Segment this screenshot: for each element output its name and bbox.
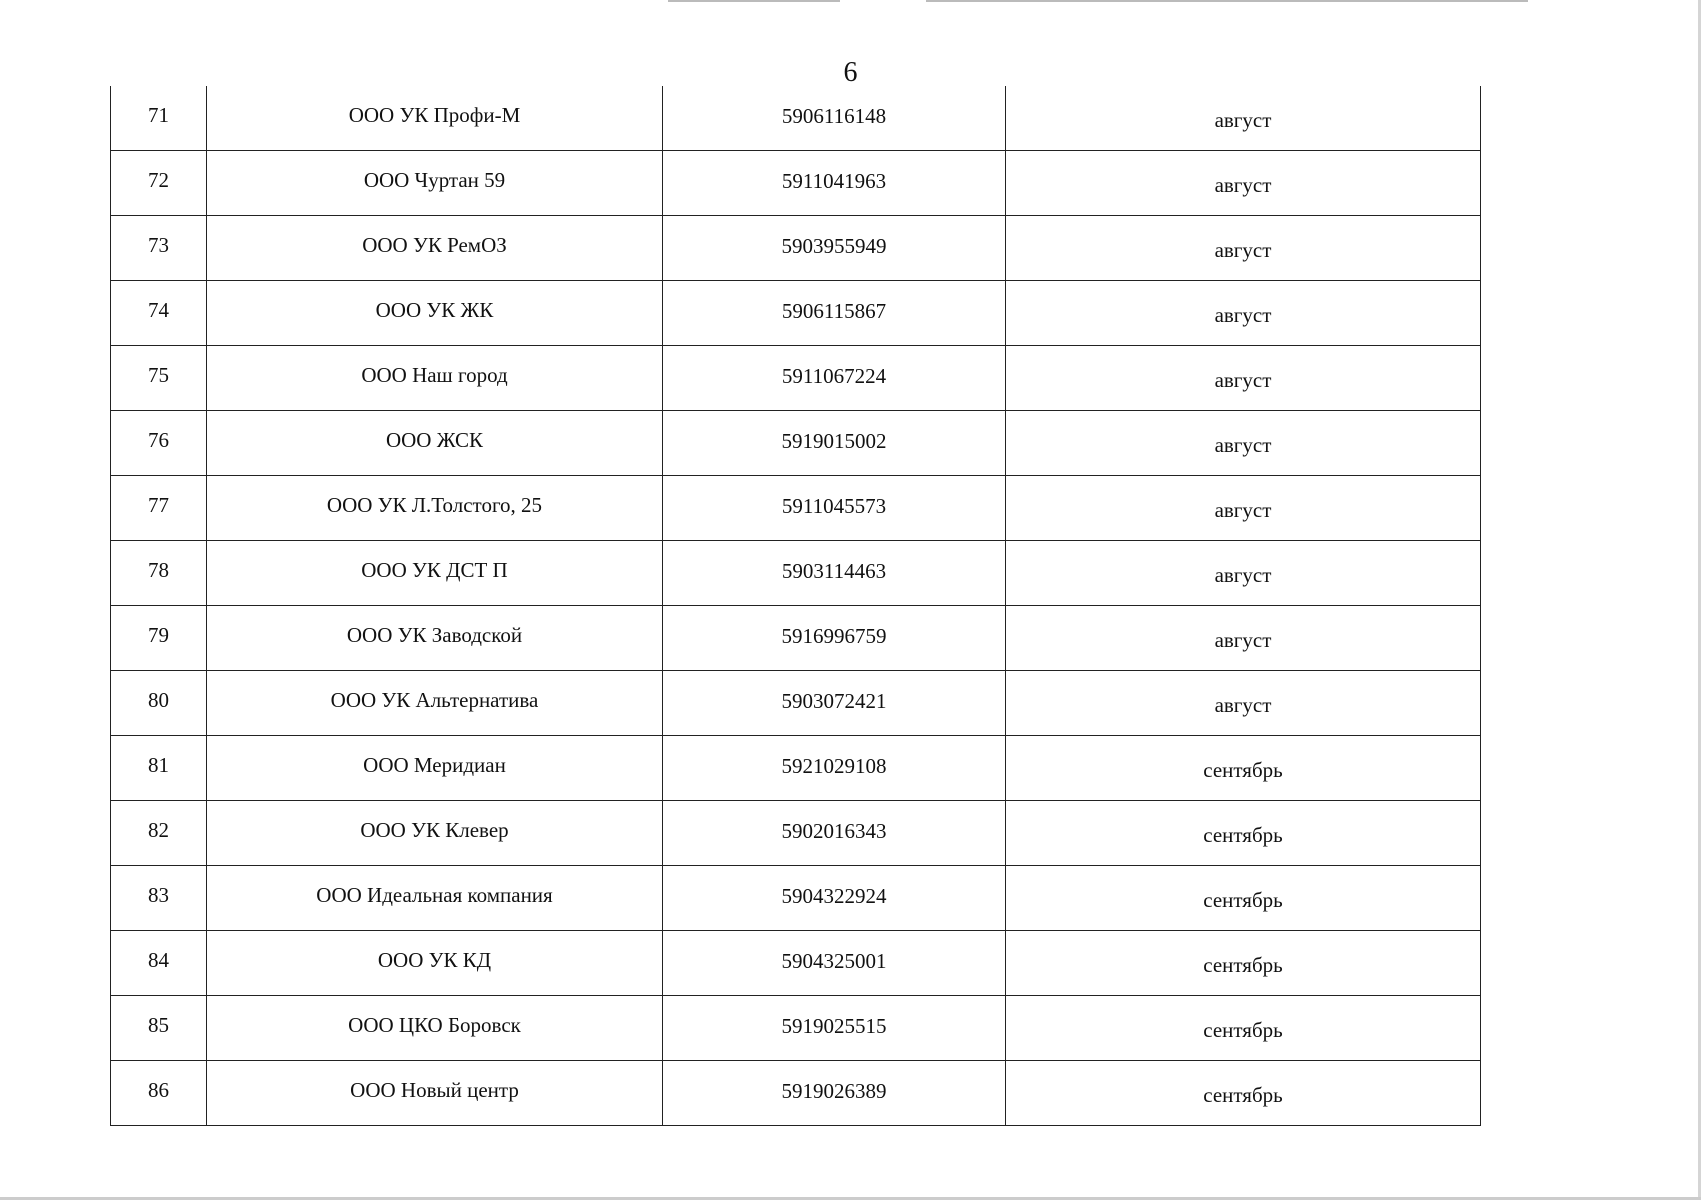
scan-edge-top	[668, 0, 1528, 2]
organization-name: ООО УК КД	[207, 931, 663, 996]
organization-name: ООО Чуртан 59	[207, 151, 663, 216]
inn-value: 5904322924	[663, 866, 1006, 931]
row-number: 79	[111, 606, 207, 671]
table-row	[111, 931, 1481, 996]
table-row	[111, 736, 1481, 801]
inn-value: 5903955949	[663, 216, 1006, 281]
table-row	[111, 346, 1481, 411]
row-number: 81	[111, 736, 207, 801]
table-body	[111, 86, 1481, 1126]
table-row	[111, 476, 1481, 541]
inn-value: 5911067224	[663, 346, 1006, 411]
month-value: сентябрь	[1006, 866, 1481, 931]
organization-name: ООО УК Альтернатива	[207, 671, 663, 736]
table-row	[111, 1061, 1481, 1126]
inn-value: 5903072421	[663, 671, 1006, 736]
row-number: 74	[111, 281, 207, 346]
month-value: сентябрь	[1006, 996, 1481, 1061]
month-value: август	[1006, 476, 1481, 541]
row-number: 75	[111, 346, 207, 411]
row-number: 77	[111, 476, 207, 541]
month-value: август	[1006, 281, 1481, 346]
organization-name: ООО ЖСК	[207, 411, 663, 476]
inn-value: 5904325001	[663, 931, 1006, 996]
month-value: август	[1006, 671, 1481, 736]
organization-name: ООО УК Л.Толстого, 25	[207, 476, 663, 541]
row-number: 76	[111, 411, 207, 476]
month-value: сентябрь	[1006, 801, 1481, 866]
inn-value: 5921029108	[663, 736, 1006, 801]
table-row	[111, 86, 1481, 151]
row-number: 82	[111, 801, 207, 866]
organization-name: ООО Новый центр	[207, 1061, 663, 1126]
page-number: 6	[843, 57, 858, 88]
inn-value: 5911041963	[663, 151, 1006, 216]
inn-value: 5902016343	[663, 801, 1006, 866]
table-row	[111, 541, 1481, 606]
inn-value: 5906115867	[663, 281, 1006, 346]
table-row	[111, 411, 1481, 476]
month-value: сентябрь	[1006, 736, 1481, 801]
inn-value: 5919015002	[663, 411, 1006, 476]
organization-name: ООО Наш город	[207, 346, 663, 411]
month-value: август	[1006, 411, 1481, 476]
month-value: август	[1006, 346, 1481, 411]
row-number: 84	[111, 931, 207, 996]
organization-name: ООО УК РемОЗ	[207, 216, 663, 281]
row-number: 80	[111, 671, 207, 736]
row-number: 86	[111, 1061, 207, 1126]
inn-value: 5919025515	[663, 996, 1006, 1061]
row-number: 83	[111, 866, 207, 931]
month-value: август	[1006, 541, 1481, 606]
table-row	[111, 606, 1481, 671]
inn-value: 5916996759	[663, 606, 1006, 671]
organization-name: ООО УК Заводской	[207, 606, 663, 671]
organizations-table	[110, 86, 1481, 1126]
row-number: 72	[111, 151, 207, 216]
table-row	[111, 151, 1481, 216]
month-value: август	[1006, 216, 1481, 281]
month-value: август	[1006, 606, 1481, 671]
inn-value: 5919026389	[663, 1061, 1006, 1126]
row-number: 73	[111, 216, 207, 281]
organization-name: ООО УК ДСТ П	[207, 541, 663, 606]
table-row	[111, 281, 1481, 346]
month-value: август	[1006, 151, 1481, 216]
organization-name: ООО УК Клевер	[207, 801, 663, 866]
organization-name: ООО Идеальная компания	[207, 866, 663, 931]
row-number: 85	[111, 996, 207, 1061]
organization-name: ООО ЦКО Боровск	[207, 996, 663, 1061]
table-row	[111, 866, 1481, 931]
row-number: 71	[111, 86, 207, 151]
inn-value: 5906116148	[663, 86, 1006, 151]
inn-value: 5911045573	[663, 476, 1006, 541]
table-row	[111, 801, 1481, 866]
table-row	[111, 216, 1481, 281]
organization-name: ООО УК Профи-М	[207, 86, 663, 151]
month-value: сентябрь	[1006, 1061, 1481, 1126]
inn-value: 5903114463	[663, 541, 1006, 606]
table-row	[111, 996, 1481, 1061]
row-number: 78	[111, 541, 207, 606]
table-row	[111, 671, 1481, 736]
organization-name: ООО УК ЖК	[207, 281, 663, 346]
month-value: август	[1006, 86, 1481, 151]
month-value: сентябрь	[1006, 931, 1481, 996]
organization-name: ООО Меридиан	[207, 736, 663, 801]
